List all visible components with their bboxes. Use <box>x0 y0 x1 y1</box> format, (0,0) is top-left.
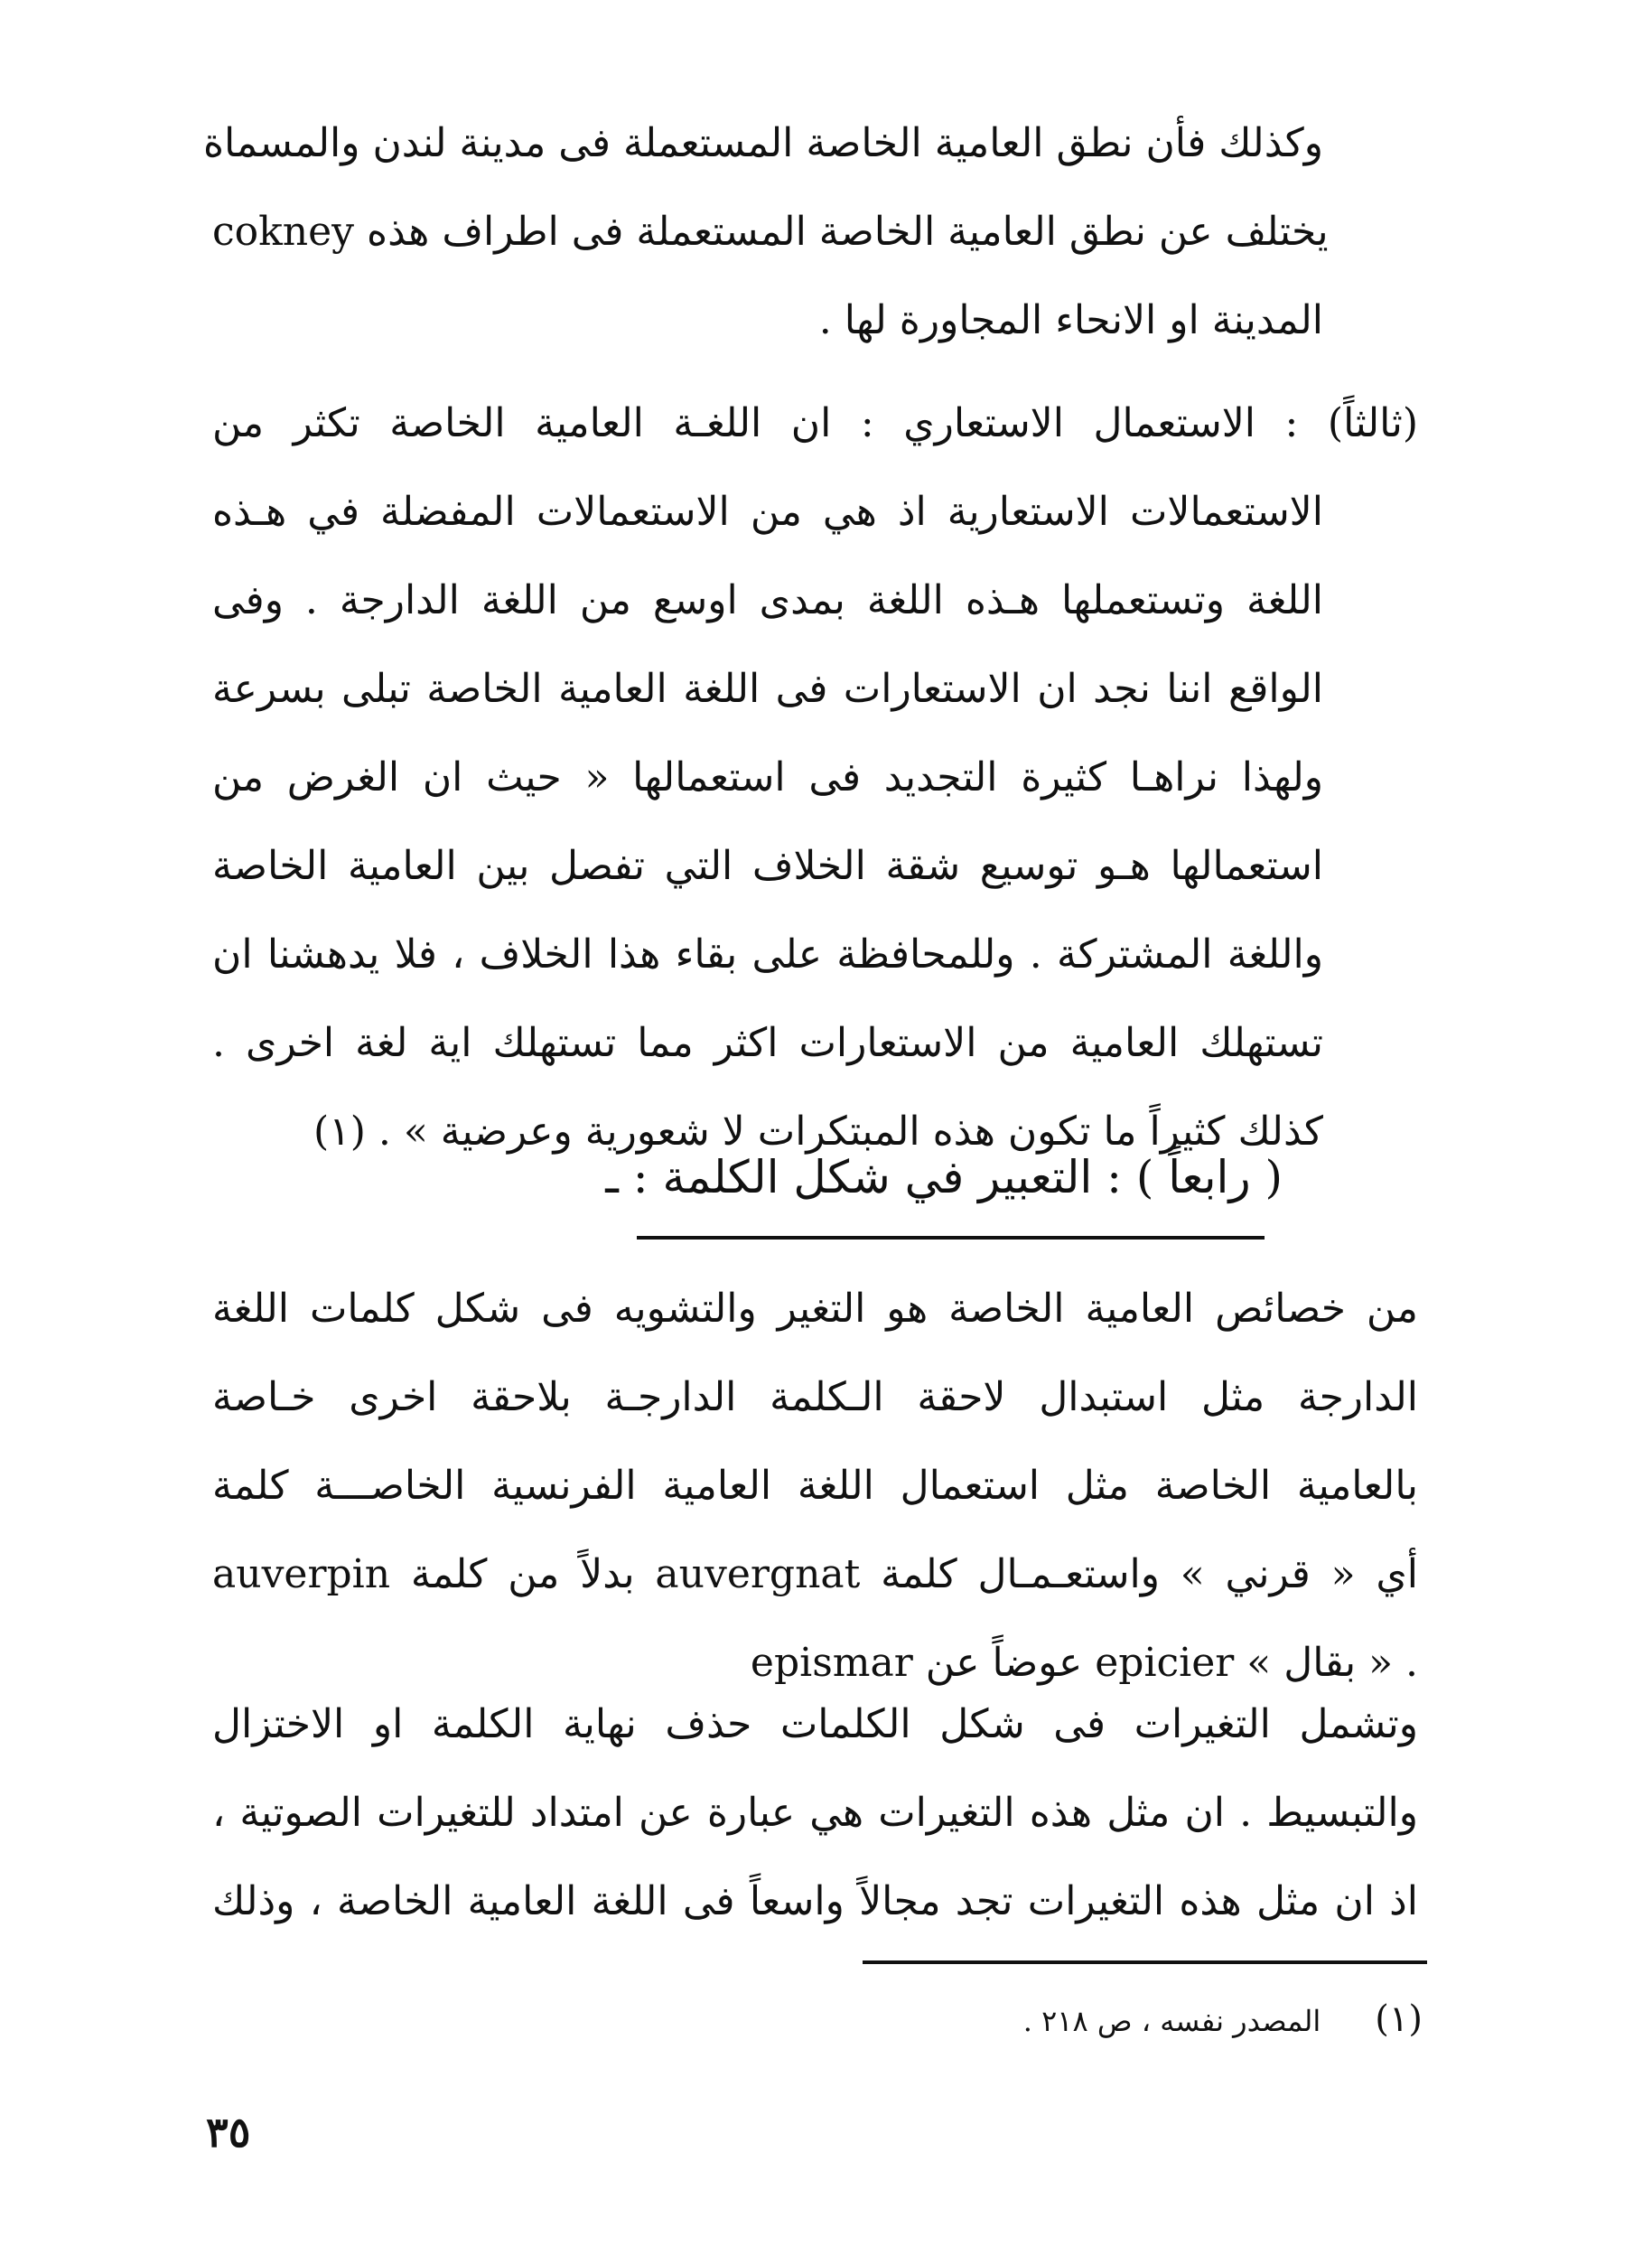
text-line: من خصائص العامية الخاصة هو التغير والتشويه فى شكل كلمات اللغة <box>212 1286 1418 1332</box>
text-line: epismar عوضاً عن epicier « بقال » . <box>750 1640 1418 1686</box>
text-line: المدينة او الانحاء المجاورة لها . <box>818 297 1323 343</box>
section-3-heading-line <box>212 379 1418 468</box>
text-line: الواقع اننا نجد ان الاستعارات فى اللغة العامية الخاصة تبلى بسرعة <box>212 666 1323 712</box>
text-line: اللغة وتستعملها هـذه اللغة بمدى اوسع من اللغة الدارجة . وفى <box>212 577 1323 623</box>
heading-underline <box>637 1236 1265 1240</box>
text-line: بالعامية الخاصة مثل استعمال اللغة العامية الفرنسية الخاصـــة كلمة <box>212 1463 1418 1509</box>
text-line: كذلك كثيراً ما تكون هذه المبتكرات لا شعورية وعرضية » . (١) <box>313 1109 1323 1155</box>
text-line: وكذلك فأن نطق العامية الخاصة المستعملة فى مدينة لندن والمسماة <box>203 120 1323 166</box>
text-line: واللغة المشتركة . وللمحافظة على بقاء هذا الخلاف ، فلا يدهشنا ان <box>212 931 1323 978</box>
text-line: وتشمل التغيرات فى شكل الكلمات حذف نهاية الكلمة او الاختزال <box>212 1701 1418 1747</box>
text-line: cokney يختلف عن نطق العامية الخاصة المستعملة فى اطراف هذه <box>212 209 1329 255</box>
paragraph-4 <box>212 1680 1418 1946</box>
text-line: الاستعمالات الاستعارية اذ هي من الاستعمالات المفضلة في هـذه <box>212 489 1323 535</box>
section-4-heading: ( رابعاً ) : التعبير في شكل الكلمة : ـ <box>605 1151 1283 1203</box>
text-line: ولهذا نراهـا كثيرة التجديد فى استعمالها « حيث ان الغرض من <box>212 754 1324 800</box>
paragraph-1 <box>203 99 1329 365</box>
footnote-text: المصدر نفسه ، ص ٢١٨ . <box>1022 2004 1321 2038</box>
paragraph-3 <box>212 1265 1418 1708</box>
text-line: استعمالها هـو توسيع شقة الخلاف التي تفصل بين العامية الخاصة <box>212 843 1323 889</box>
footnote-separator <box>863 1960 1427 1964</box>
page-number: ٣٥ <box>206 2108 251 2157</box>
text-line: (ثالثاً) : الاستعمال الاستعاري : ان اللغـة العامية الخاصة تكثر من <box>212 400 1418 446</box>
footnote-marker: (١) <box>1375 1998 1423 2040</box>
text-line: اذ ان مثل هذه التغيرات تجد مجالاً واسعاً فى اللغة العامية الخاصة ، وذلك <box>212 1878 1418 1924</box>
text-line: auverpin بدلاً من كلمة auvergnat أي « قرني » واستعـمـال كلمة <box>212 1551 1419 1597</box>
footnote <box>863 1992 1423 2046</box>
text-line: تستهلك العامية من الاستعارات اكثر مما تستهلك اية لغة اخرى . <box>212 1020 1323 1066</box>
section-3-body <box>212 468 1323 1176</box>
text-line: والتبسيط . ان مثل هذه التغيرات هي عبارة عن امتداد للتغيرات الصوتية ، <box>212 1790 1418 1836</box>
text-line: الدارجة مثل استبدال لاحقة الـكلمة الدارجـة بلاحقة اخرى خـاصة <box>212 1374 1418 1420</box>
